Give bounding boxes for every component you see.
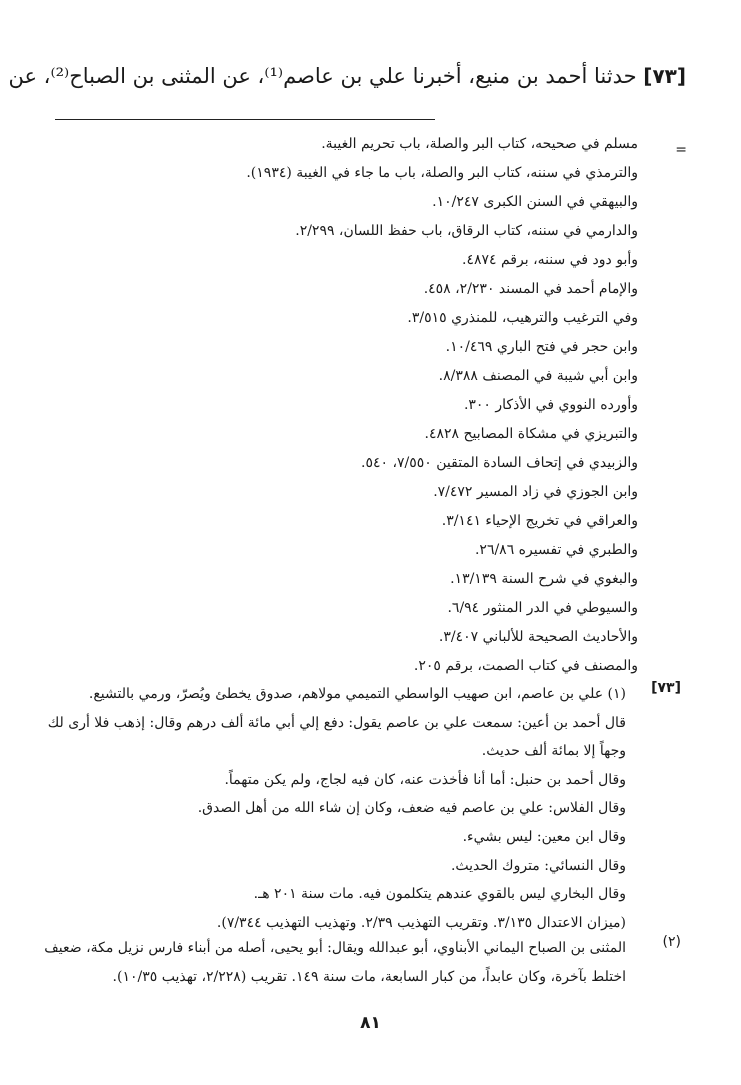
footnote-2	[41, 934, 681, 991]
text-line: والترمذي في سننه، كتاب البر والصلة، باب ما جاء في الغيبة (١٩٣٤).	[246, 165, 638, 181]
footnote-73	[41, 680, 681, 937]
text-line: (ميزان الاعتدال ٣/١٣٥. وتقريب التهذيب ٢/٣٩. وتهذيب التهذيب ٧/٣٤٤).	[216, 914, 626, 931]
text-line: قال أحمد بن أعين: سمعت علي بن عاصم يقول: دفع إلي أبي مائة ألف درهم وقال: إذهب فلا أرى لك	[47, 714, 626, 731]
text-line: وقال ابن معين: ليس بشيء.	[462, 828, 626, 845]
text-line: والطبري في تفسيره ٢٦/٨٦.	[474, 542, 638, 558]
text-line: وقال النسائي: متروك الحديث.	[450, 857, 626, 874]
hadith-isnad: حدثنا أحمد بن منيع، أخبرنا علي بن عاصم⁽¹⁾، عن المثنى بن الصباح⁽²⁾، عن	[8, 64, 637, 88]
reference-list	[78, 130, 638, 681]
text-line: وابن أبي شيبة في المصنف ٨/٣٨٨.	[438, 368, 638, 384]
text-line: وابن حجر في فتح الباري ١٠/٤٦٩.	[445, 339, 638, 355]
footnote-label: (٢)	[662, 934, 681, 950]
text-line: وقال الفلاس: علي بن عاصم فيه ضعف، وكان إن شاء الله من أهل الصدق.	[197, 800, 626, 817]
text-line: والأحاديث الصحيحة للألباني ٣/٤٠٧.	[438, 629, 638, 645]
text-line: وجهاً إلا بمائة ألف حديث.	[481, 743, 626, 760]
text-line: والزبيدي في إتحاف السادة المتقين ٧/٥٥٠، ٥٤٠.	[361, 455, 638, 471]
text-line: والمصنف في كتاب الصمت، برقم ٢٠٥.	[413, 658, 638, 674]
footnote-body	[41, 934, 626, 991]
page-number: ٨١	[360, 1013, 381, 1033]
hadith-number: [٧٣]	[643, 64, 686, 88]
text-line: وقال البخاري ليس بالقوي عندهم يتكلمون فيه. مات سنة ٢٠١ هـ.	[253, 886, 626, 903]
text-line: والإمام أحمد في المسند ٢/٢٣٠، ٤٥٨.	[423, 281, 638, 297]
text-line: اختلط بآخرة، وكان عابداً، من كبار السابعة، مات سنة ١٤٩. تقريب (٢/٢٢٨، تهذيب ١٠/٣٥).	[112, 968, 626, 985]
text-line: وأورده النووي في الأذكار ٣٠٠.	[463, 397, 638, 413]
text-line: والتبريزي في مشكاة المصابيح ٤٨٢٨.	[424, 426, 638, 442]
text-line: مسلم في صحيحه، كتاب البر والصلة، باب تحريم الغيبة.	[321, 136, 638, 152]
text-line: (١) علي بن عاصم، ابن صهيب الواسطي التميمي مولاهم، صدوق يخطئ ويُصرّ، ورمي بالتشيع.	[88, 686, 626, 702]
footnote-body	[41, 680, 626, 937]
text-line: والسيوطي في الدر المنثور ٦/٩٤.	[447, 600, 638, 616]
text-line: والبيهقي في السنن الكبرى ١٠/٢٤٧.	[432, 194, 638, 210]
text-line: وأبو دود في سننه، برقم ٤٨٧٤.	[462, 252, 638, 268]
text-line: والدارمي في سننه، كتاب الرقاق، باب حفظ اللسان، ٢/٢٩٩.	[295, 223, 638, 239]
footnote-label: [٧٣]	[651, 680, 681, 696]
text-line: وابن الجوزي في زاد المسير ٧/٤٧٢.	[433, 484, 638, 500]
hadith-heading	[8, 58, 686, 94]
text-line: المثنى بن الصباح اليماني الأبناوي، أبو عبدالله ويقال: أبو يحيى، أصله من أبناء فارس نزيل مكة، ضعيف	[44, 940, 626, 956]
continuation-mark: =	[675, 142, 687, 158]
text-line: والعراقي في تخريج الإحياء ٣/١٤١.	[441, 513, 638, 529]
footnote-divider	[55, 119, 435, 120]
text-line: والبغوي في شرح السنة ١٣/١٣٩.	[450, 571, 638, 587]
text-line: وقال أحمد بن حنبل: أما أنا فأخذت عنه، كان فيه لجاج، ولم يكن متهماً.	[224, 771, 626, 788]
text-line: وفي الترغيب والترهيب، للمنذري ٣/٥١٥.	[407, 310, 638, 326]
